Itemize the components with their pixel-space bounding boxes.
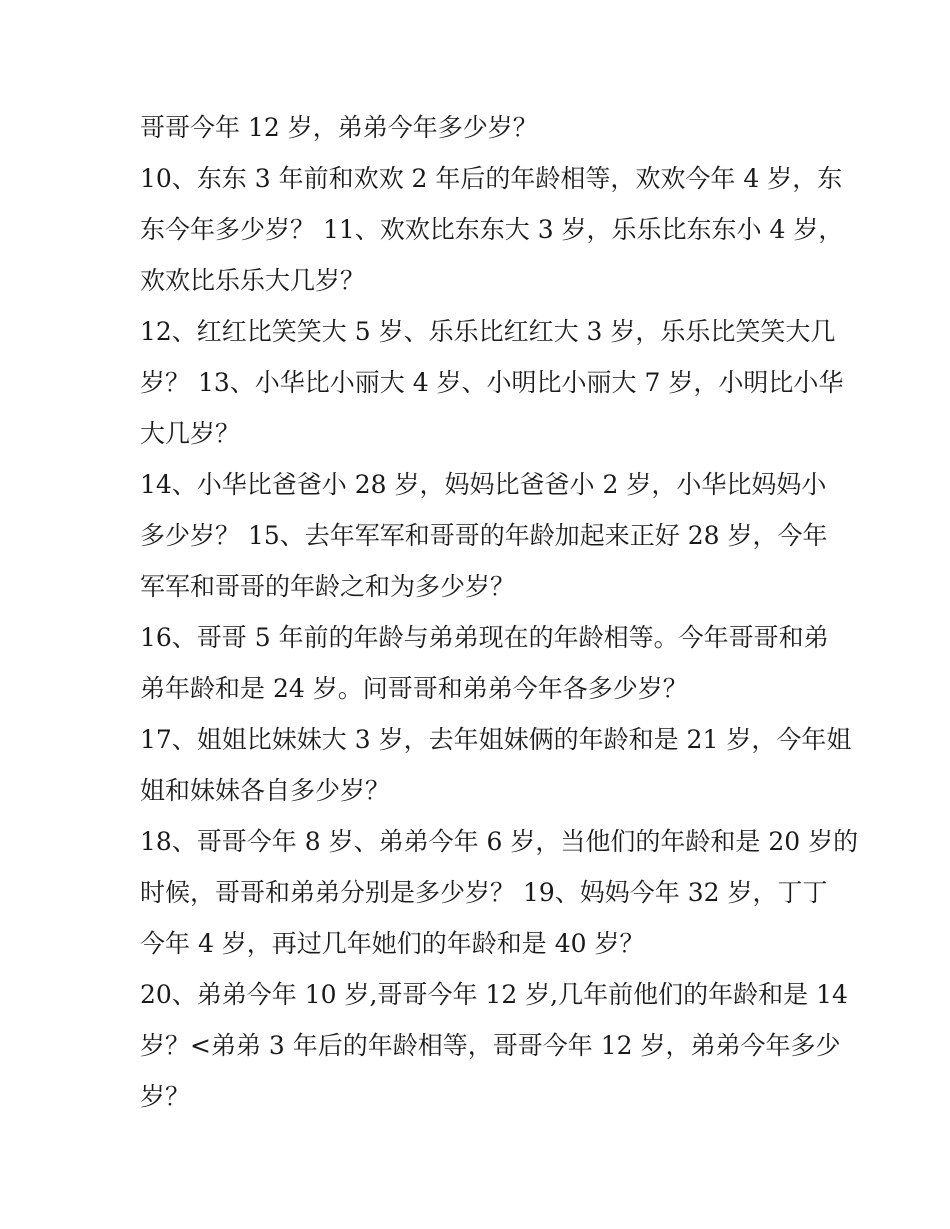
text-line: 10、东东 3 年前和欢欢 2 年后的年龄相等，欢欢今年 4 岁，东: [140, 164, 843, 193]
text-line: 今年 4 岁，再过几年她们的年龄和是 40 岁？: [140, 929, 645, 958]
text-line: 东今年多少岁？ 11、欢欢比东东大 3 岁，乐乐比东东小 4 岁，: [140, 215, 844, 244]
text-line: 18、哥哥今年 8 岁、弟弟今年 6 岁，当他们的年龄和是 20 岁的: [140, 827, 859, 856]
text-line: 多少岁？ 15、去年军军和哥哥的年龄加起来正好 28 岁，今年: [140, 521, 828, 550]
text-line: 哥哥今年 12 岁，弟弟今年多少岁？: [140, 113, 538, 142]
text-line: 16、哥哥 5 年前的年龄与弟弟现在的年龄相等。今年哥哥和弟: [140, 623, 829, 652]
text-line: 弟年龄和是 24 岁。问哥哥和弟弟今年各多少岁？: [140, 674, 688, 703]
text-line: 岁？<弟弟 3 年后的年龄相等，哥哥今年 12 岁，弟弟今年多少: [140, 1031, 841, 1060]
text-line: 时候，哥哥和弟弟分别是多少岁？ 19、妈妈今年 32 岁，丁丁: [140, 878, 828, 907]
text-line: 20、弟弟今年 10 岁,哥哥今年 12 岁,几年前他们的年龄和是 14: [140, 980, 848, 1009]
text-line: 岁？: [140, 1082, 191, 1111]
text-line: 岁？ 13、小华比小丽大 4 岁、小明比小丽大 7 岁，小明比小华: [140, 368, 844, 397]
text-line: 军军和哥哥的年龄之和为多少岁？: [140, 572, 516, 601]
text-line: 12、红红比笑笑大 5 岁、乐乐比红红大 3 岁，乐乐比笑笑大几: [140, 317, 836, 346]
text-line: 大几岁？: [140, 419, 241, 448]
text-line: 欢欢比乐乐大几岁？: [140, 266, 366, 295]
text-line: 17、姐姐比妹妹大 3 岁，去年姐妹俩的年龄和是 21 岁，今年姐: [140, 725, 852, 754]
text-line: 14、小华比爸爸小 28 岁，妈妈比爸爸小 2 岁，小华比妈妈小: [140, 470, 827, 499]
text-line: 姐和妹妹各自多少岁？: [140, 776, 391, 805]
